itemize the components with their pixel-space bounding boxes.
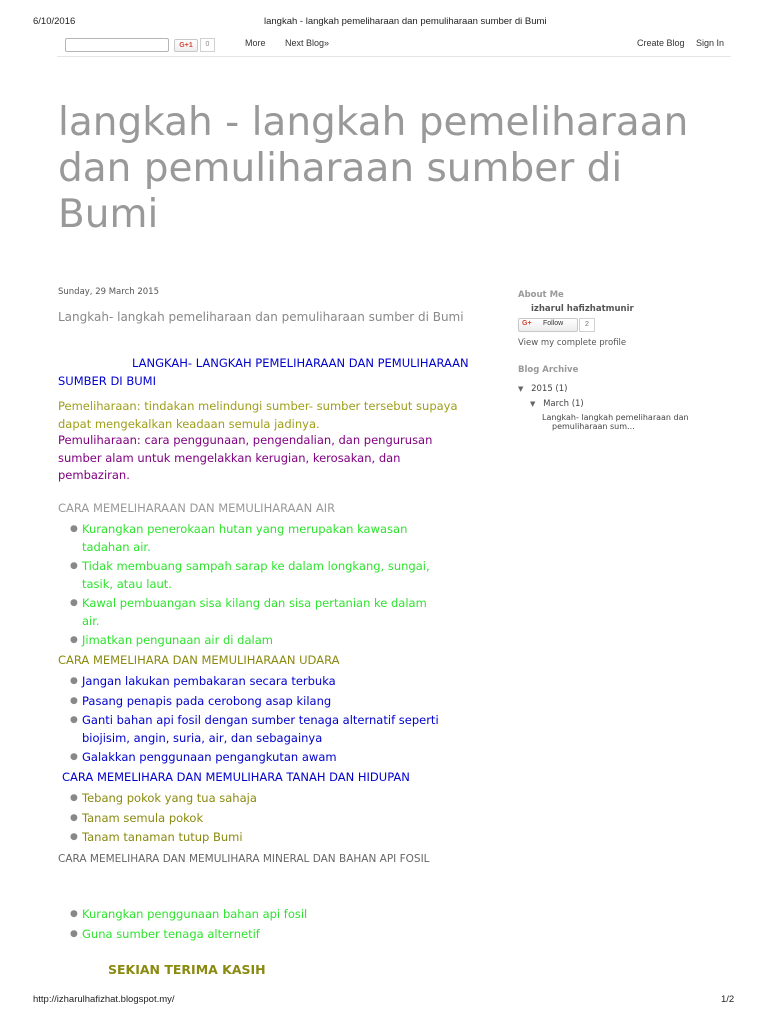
post-title[interactable]: Langkah- langkah pemeliharaan dan pemuliharaan sumber di Bumi <box>58 310 464 324</box>
list-item: ● Ganti bahan api fosil dengan sumber tenaga alternatif seperti biojisim, angin, suria, air, dan sebagainya <box>70 713 439 745</box>
list-item: ● Jangan lakukan pembakaran secara terbuka <box>70 674 336 688</box>
about-me-heading: About Me <box>518 290 564 300</box>
search-input[interactable] <box>65 38 169 52</box>
list-item: ● Tidak membuang sampah sarap ke dalam longkang, sungai, tasik, atau laut. <box>70 559 430 591</box>
pemeliharaan-definition: Pemeliharaan: tindakan melindungi sumber- sumber tersebut supaya dapat mengekalkan keadaan semula jadinya. <box>58 399 458 431</box>
print-page-number: 1/2 <box>721 994 735 1005</box>
triangle-down-icon[interactable]: ▼ <box>530 400 536 408</box>
list-item: ● Kurangkan penggunaan bahan api fosil <box>70 907 308 921</box>
list-item: ● Tebang pokok yang tua sahaja <box>70 791 257 805</box>
section-heading-udara: CARA MEMELIHARA DAN MEMULIHARAAN UDARA <box>58 653 340 667</box>
blog-archive-heading: Blog Archive <box>518 365 579 375</box>
section-heading-mineral: CARA MEMELIHARA DAN MEMULIHARA MINERAL DAN BAHAN API FOSIL <box>58 853 430 865</box>
follow-button[interactable] <box>518 318 578 332</box>
list-udara <box>58 673 478 769</box>
blogger-navbar <box>57 34 731 57</box>
list-mineral <box>58 906 458 945</box>
list-item: ● Kurangkan penerokaan hutan yang merupakan kawasan tadahan air. <box>70 522 408 554</box>
list-air <box>58 521 443 652</box>
list-item: ● Pasang penapis pada cerobong asap kilang <box>70 693 332 708</box>
print-url: http://izharulhafizhat.blogspot.my/ <box>33 994 175 1005</box>
list-item: ● Jimatkan pengunaan air di dalam <box>70 633 273 647</box>
print-title: langkah - langkah pemeliharaan dan pemuliharaan sumber di Bumi <box>264 16 547 27</box>
gplus-count: 0 <box>200 38 215 52</box>
list-tanah <box>58 790 458 849</box>
section-heading-air: CARA MEMELIHARAAN DAN MEMULIHARAAN AIR <box>58 501 336 515</box>
triangle-down-icon[interactable]: ▼ <box>518 385 524 393</box>
blog-title[interactable]: langkah - langkah pemeliharaan dan pemuliharaan sumber di Bumi <box>58 100 689 237</box>
pemuliharaan-definition: Pemuliharaan: cara penggunaan, pengendalian, dan pengurusan sumber alam untuk mengelakkan kerugian, kerosakan, dan pembaziran. <box>58 433 433 482</box>
follow-label: Follow <box>543 320 564 327</box>
print-date: 6/10/2016 <box>33 16 76 27</box>
closing-text: SEKIAN TERIMA KASIH <box>108 962 266 977</box>
more-link[interactable]: More <box>245 38 266 48</box>
gplus-icon: G+ <box>522 320 532 327</box>
post-date: Sunday, 29 March 2015 <box>58 287 159 297</box>
archive-year[interactable]: ▼ 2015 (1) <box>518 384 568 394</box>
list-item: ● Galakkan penggunaan pengangkutan awam <box>70 750 337 764</box>
archive-month[interactable]: ▼ March (1) <box>530 399 584 409</box>
list-item: ● Guna sumber tenaga alternetif <box>70 926 260 941</box>
list-item: ● Kawal pembuangan sisa kilang dan sisa pertanian ke dalam air. <box>70 596 427 628</box>
list-item: ● Tanam semula pokok <box>70 810 204 825</box>
list-item: ● Tanam tanaman tutup Bumi <box>70 830 243 844</box>
author-name[interactable]: izharul hafizhatmunir <box>531 304 634 314</box>
archive-post-link[interactable]: Langkah- langkah pemeliharaan dan pemuliharaan sum... <box>542 413 689 431</box>
next-blog-link[interactable]: Next Blog» <box>285 38 330 48</box>
sign-in-link[interactable]: Sign In <box>696 38 725 48</box>
section-heading-tanah: CARA MEMELIHARA DAN MEMULIHARA TANAH DAN HIDUPAN <box>62 770 410 784</box>
follow-count: 2 <box>579 318 595 332</box>
create-blog-link[interactable]: Create Blog <box>637 38 685 48</box>
post-heading: LANGKAH- LANGKAH PEMELIHARAAN DAN PEMULIHARAAN SUMBER DI BUMI <box>58 356 469 388</box>
view-profile-link[interactable]: View my complete profile <box>518 338 627 348</box>
gplus-button[interactable]: G+1 <box>174 39 198 52</box>
